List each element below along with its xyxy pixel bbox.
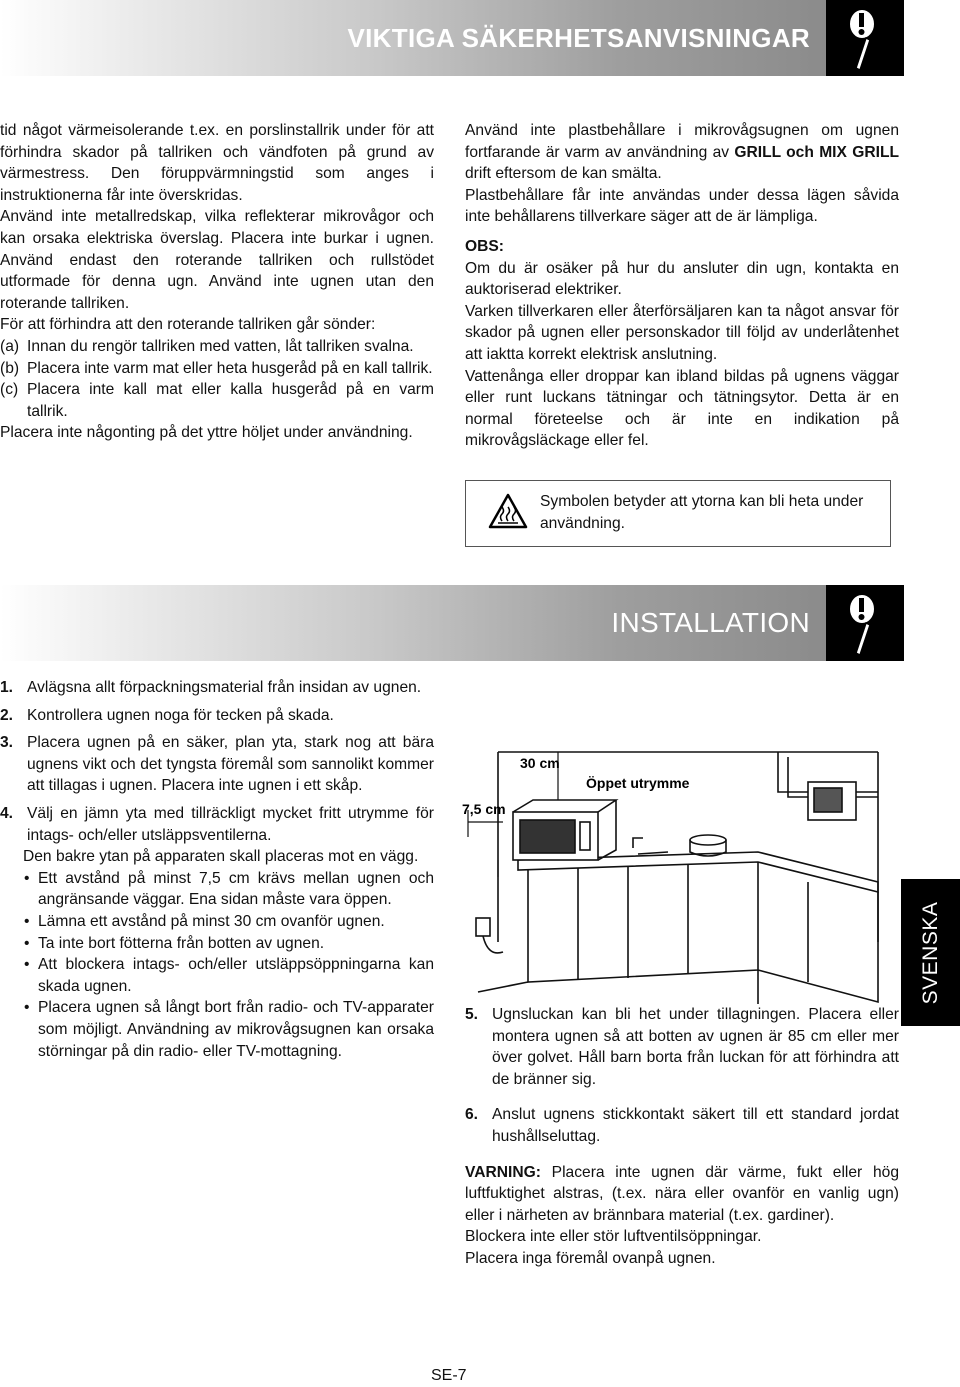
language-tab xyxy=(901,879,960,1026)
paragraph: För att förhindra att den roterande tallriken går sönder: xyxy=(0,316,376,334)
paragraph: Använd inte metallredskap, vilka reflekterar mikrovågor och kan orsaka elektriska överslag. Placera inte burkar i ugnen. Använd endast den roterande tallriken och rullstödet utformade för denna ugn. Använd inte ugnen utan den roterande tallriken. xyxy=(0,208,434,312)
kitchen-drawing xyxy=(458,742,898,1004)
lettered-item-c: (c) Placera inte kall mat eller kalla husgeråd på en varm tallrik. xyxy=(0,381,434,420)
lettered-item-a: (a) Innan du rengör tallriken med vatten, låt tallriken svalna. xyxy=(0,337,414,355)
obs-label: OBS: xyxy=(465,237,504,255)
header-banner xyxy=(0,0,960,76)
page-number: SE-7 xyxy=(431,1367,467,1384)
step-item: 5. Ugnsluckan kan bli het under tillagningen. Placera eller montera ugnen så att botten av ugnen är 85 cm eller mer över golvet. Håll barn borta från luckan för att förhindra att de bränner sig. xyxy=(465,1006,899,1088)
section-title: INSTALLATION xyxy=(611,607,810,638)
step-extra: Den bakre ytan på apparaten skall placeras mot en vägg. xyxy=(23,848,419,866)
bullet-item: • Lämna ett avstånd på minst 30 cm ovanför ugnen. xyxy=(0,911,434,933)
installation-banner xyxy=(0,585,960,661)
open-space-label: Öppet utrymme xyxy=(586,775,690,791)
bullet-item: • Placera ugnen så långt bort från radio- och TV-apparater som möjligt. Användning av mikrovågsugnen kan orsaka störningar på din radio- eller TV-mottagning. xyxy=(0,997,434,1062)
dim-label-top: 30 cm xyxy=(520,755,560,771)
warning-paragraph: VARNING: Placera inte ugnen där värme, fukt eller hög luftfuktighet alstras, (t.ex. nära eller ovanför en vanlig ugn) eller i närheten av brännbara material (t.ex. gardiner). xyxy=(465,1163,899,1224)
step-item: 6. Anslut ugnens stickkontakt säkert till ett standard jordat hushållseluttag. xyxy=(465,1106,899,1145)
obs-line: Om du är osäker på hur du ansluter din ugn, kontakta en auktoriserad elektriker. xyxy=(465,259,899,299)
page-title: VIKTIGA SÄKERHETSANVISNINGAR xyxy=(347,23,810,53)
obs-line: Varken tillverkaren eller återförsäljaren kan ta något ansvar för skador på ugnen eller personskador till följd av underlåtenhet att iaktta korrekt elektrisk anslutning. xyxy=(465,302,899,363)
hot-surface-notice xyxy=(465,480,891,547)
hot-surface-text: Symbolen betyder att ytorna kan bli heta under användning. xyxy=(540,493,864,532)
paragraph: Plastbehållare får inte användas under dessa lägen såvida inte behållarens tillverkare säger att de är lämpliga. xyxy=(465,186,899,226)
step-item: 3. Placera ugnen på en säker, plan yta, stark nog att bära ugnens vikt och det tyngsta föremål som sannolikt kommer att tillagas i ugnen. Placera inte ugnen i ett skåp. xyxy=(0,734,434,795)
right-column-text xyxy=(465,120,899,452)
step-item: 4. Välj en jämn yta med tillräckligt mycket fritt utrymme för intags- och/eller utsläppsventilerna. xyxy=(0,804,434,844)
installation-right xyxy=(465,1004,899,1270)
paragraph: Placera inte någonting på det yttre höljet under användning. xyxy=(0,424,413,442)
paragraph: tid något värmeisolerande t.ex. en porslinstallrik under för att förhindra skador på tallriken och vändfoten på grund av värmestress. Den föruppvärmningstid som anges i instruktionerna får inte överskridas. xyxy=(0,122,434,204)
installation-left xyxy=(0,677,434,1062)
obs-line: Vattenånga eller droppar kan ibland bildas på ugnens väggar eller runt luckans tätningar och tätningsytor. Detta är en normal företeelse och är inte en indikation på mikrovågsläckage eller fel. xyxy=(465,367,899,450)
step-item: 1. Avlägsna allt förpackningsmaterial från insidan av ugnen. xyxy=(0,679,422,696)
dim-label-side: 7,5 cm xyxy=(462,801,506,817)
warning-line: Blockera inte eller stör luftventilsöppningar. xyxy=(465,1228,762,1246)
bullet-item: • Att blockera intags- och/eller utsläppsöppningarna kan skada ugnen. xyxy=(0,954,434,997)
left-column-text xyxy=(0,120,434,444)
warning-line: Placera inga föremål ovanpå ugnen. xyxy=(465,1249,716,1267)
kitchen-illustration xyxy=(458,742,898,1004)
hot-surface-warning-icon xyxy=(488,493,528,529)
paragraph: Använd inte plastbehållare i mikrovågsugnen om ugnen fortfarande är varm av användning av GRILL och MIX GRILL drift eftersom de kan smälta. xyxy=(465,122,899,183)
lettered-item-b: (b) Placera inte varm mat eller heta husgeråd på en kall tallrik. xyxy=(0,359,433,377)
info-pen-icon xyxy=(826,585,904,661)
info-pen-icon xyxy=(826,0,904,76)
step-item: 2. Kontrollera ugnen noga för tecken på skada. xyxy=(0,706,334,724)
bullet-item: • Ett avstånd på minst 7,5 cm krävs mellan ugnen och angränsande väggar. Ena sidan måste vara öppen. xyxy=(0,868,434,911)
bullet-item: • Ta inte bort fötterna från botten av ugnen. xyxy=(0,933,434,955)
language-label: SVENSKA xyxy=(918,901,942,1004)
